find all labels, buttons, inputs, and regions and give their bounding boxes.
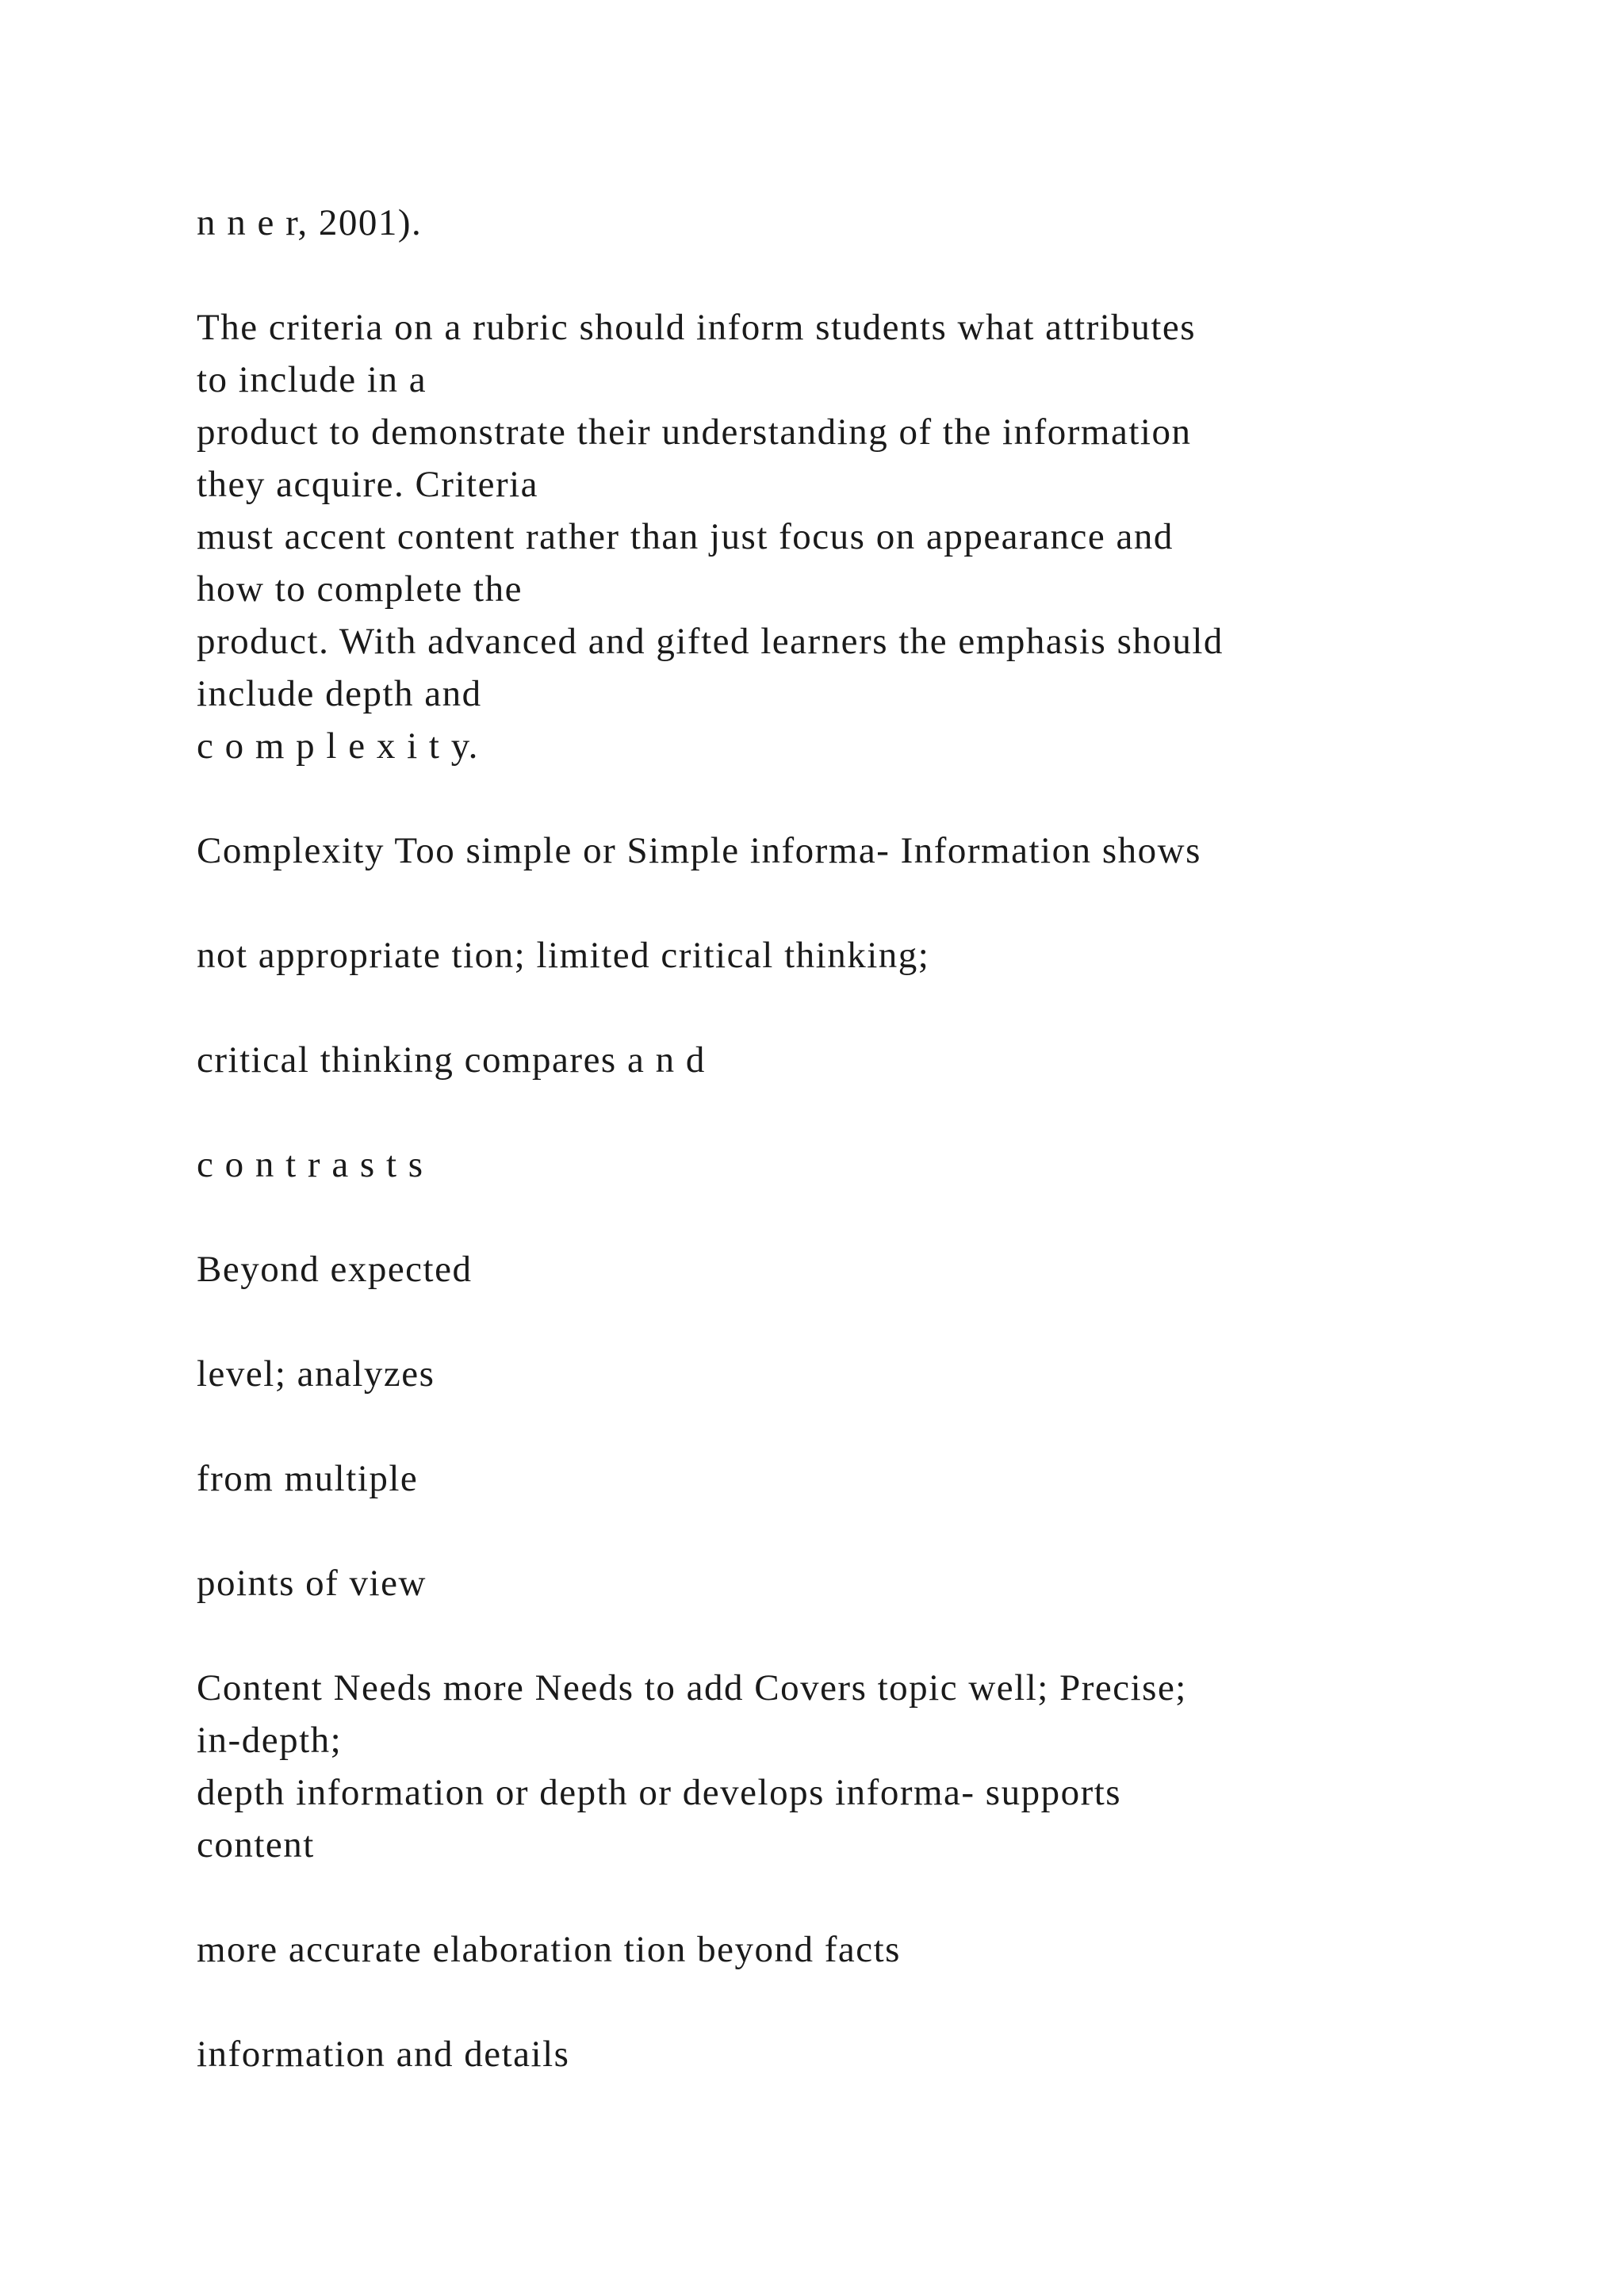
text-line: not appropriate tion; limited critical thinking; (197, 935, 930, 976)
complexity-row-2 (197, 929, 1497, 982)
complexity-row-6 (197, 1348, 1497, 1400)
text-line: more accurate elaboration tion beyond facts (197, 1929, 901, 1970)
complexity-row-1 (197, 825, 1497, 877)
text-line: points of view (197, 1563, 427, 1604)
text-line: Complexity Too simple or Simple informa- Information shows (197, 830, 1201, 871)
text-line: information and details (197, 2034, 570, 2075)
text-line: The criteria on a rubric should inform students what attributes (197, 307, 1197, 348)
text-line: level; analyzes (197, 1353, 435, 1395)
criteria-paragraph (197, 301, 1497, 772)
text-line: include depth and (197, 673, 482, 714)
text-line: c o n t r a s t s (197, 1144, 424, 1185)
content-row-1 (197, 1662, 1497, 1871)
text-line: product. With advanced and gifted learners the emphasis should (197, 621, 1224, 662)
text-line: depth information or depth or develops informa- supports (197, 1772, 1122, 1813)
text-line: to include in a (197, 359, 427, 400)
text-line: n n e r, 2001). (197, 202, 423, 243)
complexity-row-3 (197, 1034, 1497, 1086)
text-line: must accent content rather than just focus on appearance and (197, 516, 1174, 557)
complexity-row-4 (197, 1138, 1497, 1191)
text-line: content (197, 1824, 315, 1866)
text-line: Content Needs more Needs to add Covers topic well; Precise; (197, 1667, 1187, 1709)
intro-fragment (197, 197, 1497, 249)
text-line: from multiple (197, 1458, 419, 1499)
text-line: how to complete the (197, 568, 523, 610)
complexity-row-7 (197, 1452, 1497, 1505)
content-row-3 (197, 2028, 1497, 2080)
text-line: they acquire. Criteria (197, 464, 539, 505)
text-line: critical thinking compares a n d (197, 1039, 706, 1081)
content-row-2 (197, 1923, 1497, 1976)
complexity-row-8 (197, 1557, 1497, 1609)
text-line: Beyond expected (197, 1249, 473, 1290)
text-line: c o m p l e x i t y. (197, 725, 479, 767)
text-line: in-depth; (197, 1720, 343, 1761)
text-line: product to demonstrate their understanding of the information (197, 411, 1192, 453)
complexity-row-5 (197, 1243, 1497, 1295)
